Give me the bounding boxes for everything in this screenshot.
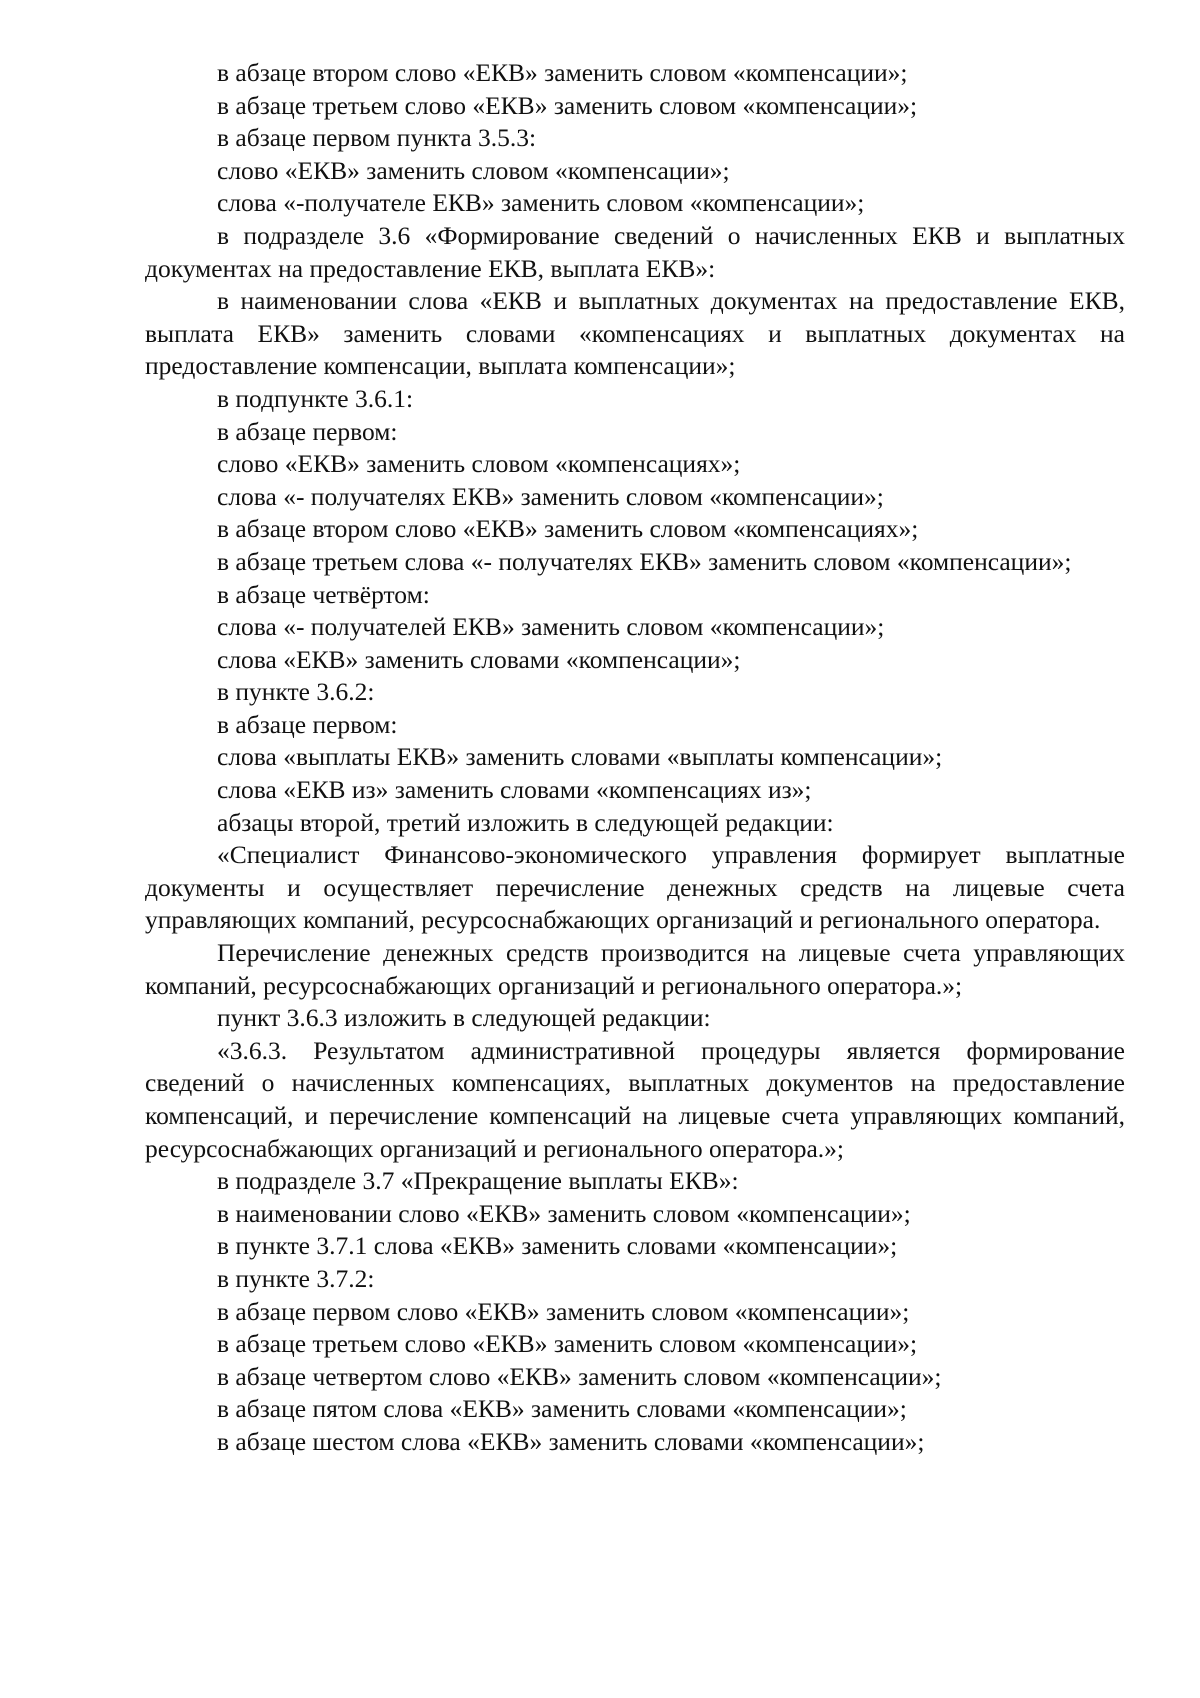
paragraph: пункт 3.6.3 изложить в следующей редакции:	[217, 1003, 711, 1033]
paragraph: в абзаце третьем слово «ЕКВ» заменить словом «компенсации»;	[217, 1329, 918, 1359]
paragraph: слова «- получателей ЕКВ» заменить словом «компенсации»;	[217, 612, 885, 642]
paragraph: в подразделе 3.7 «Прекращение выплаты ЕКВ»:	[217, 1166, 739, 1196]
paragraph: «3.6.3. Результатом административной процедуры является формирование сведений о начисленных компенсациях, выплатных документов на предоставление компенсаций, и перечисление компенсаций на лицевые счета управляющих компаний, ресурсоснабжающих организаций и регионального оператора.»;	[145, 1035, 1125, 1163]
paragraph: в подпункте 3.6.1:	[217, 383, 414, 413]
paragraph: слова «выплаты ЕКВ» заменить словами «выплаты компенсации»;	[217, 742, 943, 772]
paragraph: слова «ЕКВ из» заменить словами «компенсациях из»;	[217, 775, 812, 805]
paragraph: в абзаце втором слово «ЕКВ» заменить словом «компенсации»;	[217, 58, 908, 87]
document-body	[145, 57, 1125, 1459]
paragraph: Перечисление денежных средств производится на лицевые счета управляющих компаний, ресурсоснабжающих организаций и регионального оператора.»;	[145, 938, 1125, 1000]
paragraph: в абзаце первом:	[217, 709, 398, 739]
paragraph: в пункте 3.6.2:	[217, 677, 375, 707]
paragraph: в абзаце шестом слова «ЕКВ» заменить словами «компенсации»;	[217, 1426, 925, 1456]
paragraph: в абзаце третьем слова «- получателях ЕКВ» заменить словом «компенсации»;	[217, 546, 1072, 576]
paragraph: в абзаце первом пункта 3.5.3:	[217, 123, 537, 153]
paragraph: в пункте 3.7.2:	[217, 1263, 375, 1293]
paragraph: в абзаце третьем слово «ЕКВ» заменить словом «компенсации»;	[217, 90, 918, 120]
paragraph: в наименовании слова «ЕКВ и выплатных документах на предоставление ЕКВ, выплата ЕКВ» заменить словами «компенсациях и выплатных документах на предоставление компенсации, выплата компенсации»;	[145, 286, 1125, 381]
paragraph: в абзаце первом слово «ЕКВ» заменить словом «компенсации»;	[217, 1296, 910, 1326]
paragraph: абзацы второй, третий изложить в следующей редакции:	[217, 807, 834, 837]
paragraph: в абзаце втором слово «ЕКВ» заменить словом «компенсациях»;	[217, 514, 919, 544]
paragraph: в наименовании слово «ЕКВ» заменить словом «компенсации»;	[217, 1198, 911, 1228]
paragraph: слово «ЕКВ» заменить словом «компенсациях»;	[217, 449, 741, 479]
paragraph: слова «-получателе ЕКВ» заменить словом «компенсации»;	[217, 188, 865, 218]
paragraph: слова «ЕКВ» заменить словами «компенсации»;	[217, 644, 741, 674]
paragraph: в абзаце пятом слова «ЕКВ» заменить словами «компенсации»;	[217, 1394, 907, 1424]
paragraph: «Специалист Финансово-экономического управления формирует выплатные документы и осуществляет перечисление денежных средств на лицевые счета управляющих компаний, ресурсоснабжающих организаций и регионального оператора.	[145, 840, 1125, 935]
paragraph: в пункте 3.7.1 слова «ЕКВ» заменить словами «компенсации»;	[217, 1231, 898, 1261]
paragraph: слова «- получателях ЕКВ» заменить словом «компенсации»;	[217, 481, 884, 511]
paragraph: в абзаце четвертом слово «ЕКВ» заменить словом «компенсации»;	[217, 1361, 942, 1391]
paragraph: в абзаце первом:	[217, 416, 398, 446]
paragraph: в подразделе 3.6 «Формирование сведений о начисленных ЕКВ и выплатных документах на предоставление ЕКВ, выплата ЕКВ»:	[145, 220, 1125, 283]
paragraph: слово «ЕКВ» заменить словом «компенсации»;	[217, 155, 730, 185]
paragraph: в абзаце четвёртом:	[217, 579, 430, 609]
